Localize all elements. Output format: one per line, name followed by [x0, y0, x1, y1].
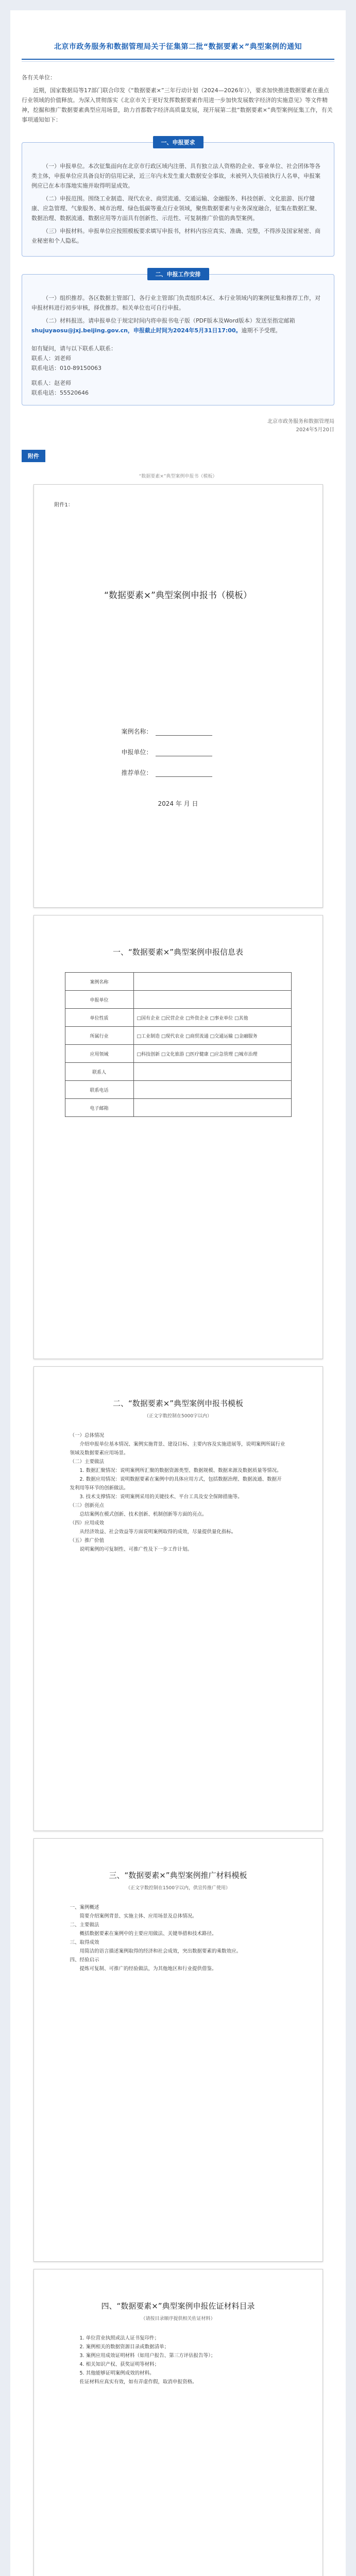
section-schedule [22, 271, 334, 405]
template-s2: （二）主要做法 [70, 1459, 105, 1465]
evidence-list [70, 2334, 286, 2386]
row-value [133, 991, 291, 1009]
template-subheading: （正文字数控制在5000字以内） [144, 1414, 212, 1419]
promotion-s4-text: 提炼可复制、可推广的经验做法，为其他地区和行业提供借鉴。 [79, 1966, 217, 1972]
row-value [133, 1063, 291, 1081]
contact-intro: 如有疑问，请与以下联系人联系： [31, 345, 116, 352]
contact-person-2: 联系人：赵老师 [31, 380, 71, 386]
row-label: 电子邮箱 [65, 1099, 133, 1117]
row-value [133, 973, 291, 991]
template-s2-text-3: 3. 技术支撑情况：说明案例采用的关键技术、平台工具及安全保障措施等。 [79, 1494, 243, 1500]
promotion-heading: 三、“数据要素×”典型案例推广材料模板 [109, 1871, 247, 1880]
schedule-p2-post: 逾期不予受理。 [241, 327, 281, 334]
doc-page-template [33, 1366, 323, 1831]
notice-title: 北京市政务服务和数据管理局关于征集第二批“数据要素×”典型案例的通知 [54, 43, 302, 51]
row-label: 案例名称 [65, 973, 133, 991]
title-divider-thin [22, 61, 334, 62]
list-item: 1. 单位营业执照或法人证书复印件； [79, 2335, 160, 2341]
list-item: 2. 案例相关的数据资源目录或数据清单； [79, 2344, 169, 2350]
doc-page-cover [33, 484, 323, 908]
info-table [65, 972, 292, 1117]
promotion-s1: 一、案例概述 [70, 1905, 99, 1910]
requirements-p2: （二）申报范围。围绕工业制造、现代农业、商贸流通、交通运输、金融服务、科技创新、文化旅游、医疗健康、应急管理、气象服务、城市治理、绿色低碳等重点行业领域，聚焦数据要素与业务深度融合，征集在数据汇聚、数据治理、数据流通、数据应用等方面具有创新性、示范性、可复制推广价值的典型案例。 [31, 195, 320, 222]
promotion-body [70, 1903, 286, 1973]
cover-field-case [122, 727, 212, 736]
row-value: □科技创新 □文化旅游 □医疗健康 □应急管理 □城市治理 [133, 1045, 291, 1063]
signature-date: 2024年5月20日 [296, 427, 334, 433]
cover-field-recommender-label: 推荐单位： [121, 769, 152, 776]
doc-page-evidence [33, 2269, 323, 2576]
cover-field-case-label: 案例名称： [121, 728, 152, 735]
template-s2-text-1: 1. 数据汇聚情况：说明案例所汇聚的数据资源类型、数据规模、数据来源及数据质量等情况。 [79, 1468, 282, 1473]
table-row [65, 1027, 291, 1045]
submission-email-deadline[interactable]: shujuyaosu@jxj.beijing.gov.cn，申报截止时间为2024年5月31日17:00。 [31, 327, 242, 334]
doc-page-info [33, 915, 323, 1359]
contact-phone-2: 联系电话：55520646 [31, 389, 89, 396]
table-row [65, 1081, 291, 1099]
template-s4-text: 从经济效益、社会效益等方面说明案例取得的成效，尽量提供量化指标。 [79, 1529, 236, 1535]
table-row [65, 1045, 291, 1063]
attachment-caption: “数据要素×”典型案例申报书（模板） [139, 474, 217, 479]
promotion-s3-text: 用简洁的语言描述案例取得的经济和社会成效，突出数据要素的乘数效应。 [79, 1948, 242, 1954]
promotion-subheading: （正文字数控制在1500字以内，供宣传推广使用） [126, 1886, 230, 1891]
template-body [70, 1431, 286, 1554]
row-label: 联系人 [65, 1063, 133, 1081]
list-item: 3. 案例应用成效证明材料（如用户报告、第三方评估报告等）； [79, 2353, 216, 2359]
requirements-p3: （三）申报材料。申报单位应按照模板要求填写申报书，材料内容应真实、准确、完整，不得涉及国家秘密、商业秘密和个人隐私。 [31, 228, 320, 244]
template-s1: （一）总体情况 [70, 1433, 105, 1438]
schedule-p2-pre: （二）材料报送。请申报单位于规定时间内将申报书电子版（PDF版本及Word版本）发送至指定邮箱 [43, 317, 295, 324]
promotion-s2: 二、主要做法 [70, 1922, 99, 1928]
cover-label: 附件1： [54, 502, 73, 508]
row-label: 申报单位 [65, 991, 133, 1009]
template-s3: （三）创新亮点 [70, 1503, 105, 1509]
intro-paragraph: 近期，国家数据局等17部门联合印发《“数据要素×”三年行动计划（2024—2026年）》，要求加快推进数据要素在重点行业领域的价值释放。为深入贯彻落实《北京市关于更好发挥数据要素作用进一步加快发展数字经济的实施意见》等文件精神，挖掘和推广数据要素典型应用场景，助力首都数字经济高质量发展，现开展第二批“数据要素×”典型案例征集工作，有关事项通知如下： [22, 87, 333, 123]
template-s3-text: 总结案例在模式创新、技术创新、机制创新等方面的亮点。 [79, 1512, 207, 1517]
promotion-s3: 三、取得成效 [70, 1940, 99, 1945]
list-item: 4. 相关知识产权、获奖证明等材料； [79, 2362, 160, 2367]
promotion-s4: 四、经验启示 [70, 1957, 99, 1963]
section-schedule-label: 二、申报工作安排 [147, 268, 209, 280]
table-row [65, 1099, 291, 1117]
table-row [65, 1063, 291, 1081]
cover-field-recommender [122, 768, 212, 777]
row-label: 所属行业 [65, 1027, 133, 1045]
template-s4: （四）应用成效 [70, 1520, 105, 1526]
requirements-p1: （一）申报单位。本次征集面向在北京市行政区域内注册、具有独立法人资格的企业、事业单位、社会团体等各类主体，申报单位应具备良好的信用记录，近三年内未发生重大数据安全事故，未被列入失信被执行人名单，申报案例应已在本市落地实施并取得明显成效。 [31, 163, 320, 189]
table-row [65, 991, 291, 1009]
cover-title: “数据要素×”典型案例申报书（模板） [104, 590, 252, 601]
template-s1-text: 介绍申报单位基本情况、案例实施背景、建设目标、主要内容及实施进展等，说明案例所属行业领域及数据要素应用场景。 [70, 1442, 285, 1456]
title-divider [22, 59, 334, 60]
contact-person-1: 联系人：刘老师 [31, 355, 71, 362]
evidence-subheading: （请按目录顺序提供相关佐证材料） [141, 2316, 215, 2321]
schedule-p1: （一）组织推荐。各区数据主管部门、各行业主管部门负责组织本区、本行业领域内的案例征集和推荐工作，对申报材料进行初步审核，择优推荐。相关单位也可自行申报。 [31, 295, 320, 311]
row-label: 联系电话 [65, 1081, 133, 1099]
info-heading: 一、“数据要素×”典型案例申报信息表 [112, 947, 244, 957]
section-requirements [22, 139, 334, 257]
contact-phone-1: 联系电话：010-89150063 [31, 365, 101, 371]
cover-field-applicant-label: 申报单位： [121, 749, 152, 756]
table-row [65, 973, 291, 991]
promotion-s1-text: 简要介绍案例背景、实施主体、应用场景及总体情况。 [79, 1913, 197, 1919]
table-row [65, 1009, 291, 1027]
list-item: 5. 其他能够证明案例成效的材料。 [79, 2370, 155, 2376]
promotion-s2-text: 概括数据要素在案例中的主要应用做法、关键举措和技术路径。 [79, 1931, 217, 1937]
article [22, 10, 334, 2576]
row-value [133, 1081, 291, 1099]
evidence-heading: 四、“数据要素×”典型案例申报佐证材料目录 [101, 2301, 255, 2311]
template-heading: 二、“数据要素×”典型案例申报书模板 [112, 1399, 244, 1408]
row-value [133, 1099, 291, 1117]
row-value: □国有企业 □民营企业 □外资企业 □事业单位 □其他 [133, 1009, 291, 1027]
signature [22, 418, 334, 434]
signature-org: 北京市政务服务和数据管理局 [267, 419, 334, 425]
greeting: 各有关单位： [22, 74, 56, 81]
doc-page-promotion [33, 1838, 323, 2262]
evidence-note: 佐证材料应真实有效，如有弄虚作假，取消申报资格。 [79, 2379, 197, 2385]
page [10, 10, 346, 2576]
row-label: 单位性质 [65, 1009, 133, 1027]
cover-field-applicant [122, 748, 212, 756]
template-s2-text-2: 2. 数据应用情况：说明数据要素在案例中的具体应用方式，包括数据治理、数据流通、数据开发利用等环节的创新做法。 [70, 1477, 282, 1491]
row-label: 应用领域 [65, 1045, 133, 1063]
template-s5-text: 说明案例的可复制性、可推广性及下一步工作计划。 [79, 1547, 193, 1552]
attachment-tag: 附件 [22, 450, 45, 462]
schedule-p2 [31, 316, 325, 335]
section-requirements-label: 一、申报要求 [153, 136, 204, 148]
template-s5: （五）推广价值 [70, 1538, 105, 1544]
row-value: □工业制造 □现代农业 □商贸流通 □交通运输 □金融服务 [133, 1027, 291, 1045]
cover-date: 2024 年 月 日 [158, 800, 198, 807]
